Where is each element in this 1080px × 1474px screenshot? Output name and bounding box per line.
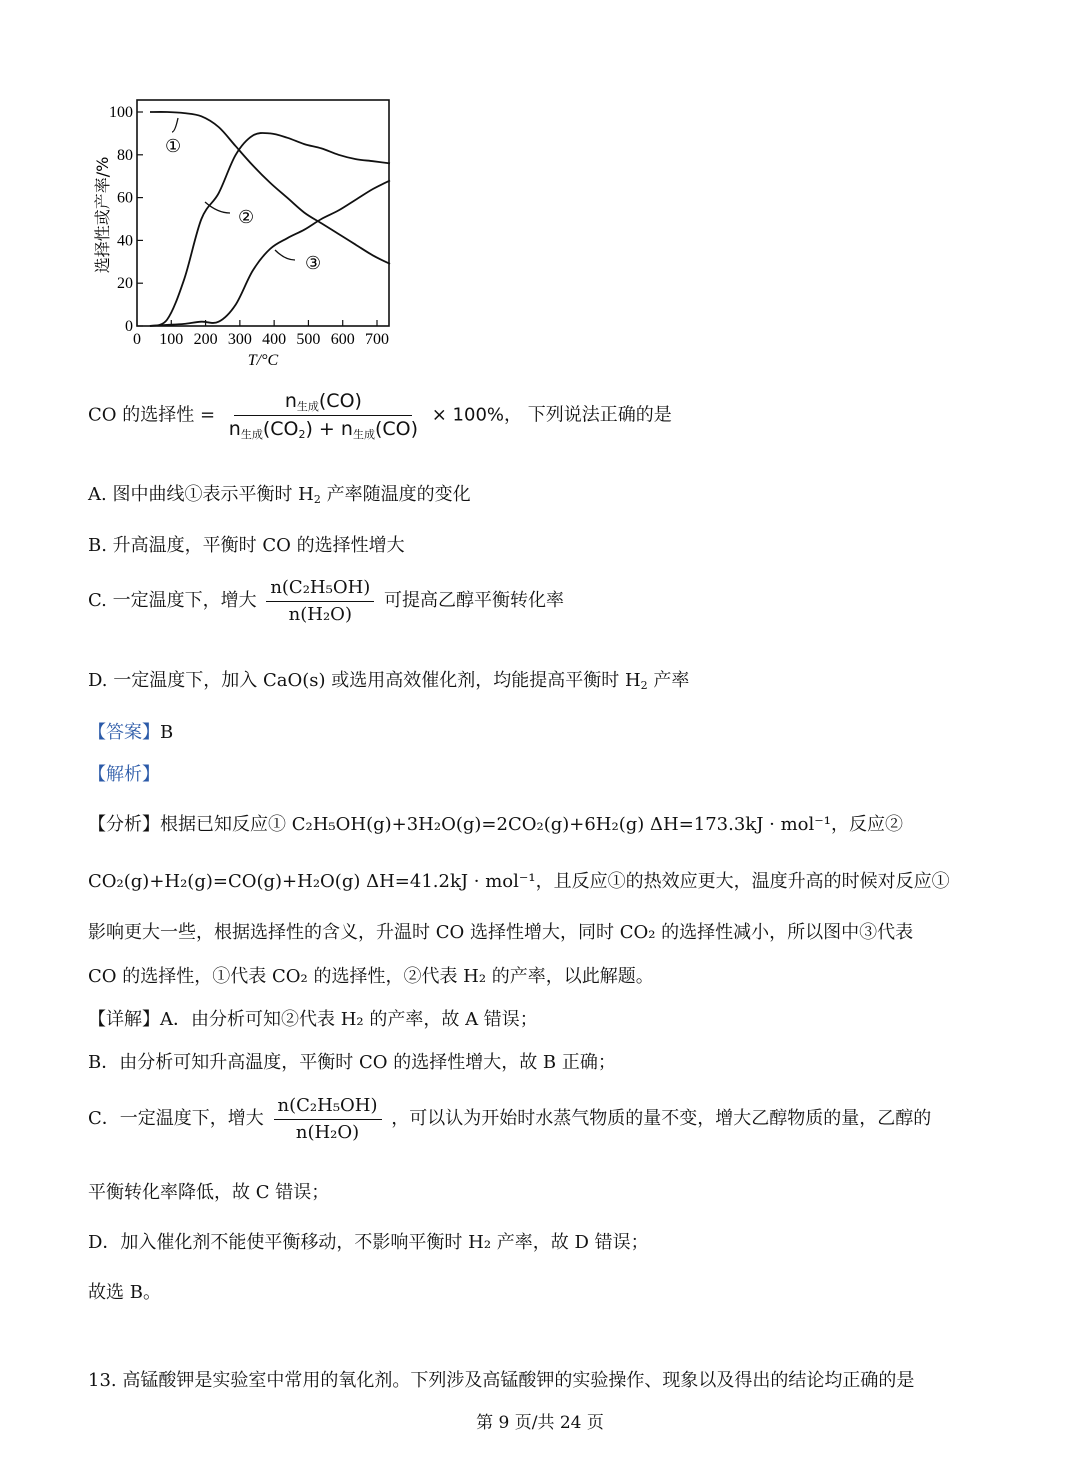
x-tick-label: 300 bbox=[227, 331, 252, 348]
y-tick-label: 40 bbox=[117, 232, 133, 250]
answer-label: 【答案】 bbox=[88, 722, 160, 743]
xiangjie-a: 【详解】A．由分析可知②代表 H₂ 的产率，故 A 错误； bbox=[88, 1009, 538, 1030]
xiangjie-d: D．加入催化剂不能使平衡移动，不影响平衡时 H₂ 产率，故 D 错误； bbox=[88, 1232, 649, 1253]
xiangjie-c-den: n(H₂O) bbox=[295, 1121, 360, 1143]
option-d-text: D. 一定温度下，加入 CaO(s) 或选用高效催化剂，均能提高平衡时 H bbox=[88, 670, 641, 691]
selectivity-tail: 下列说法正确的是 bbox=[527, 404, 672, 426]
den-species2: (CO) bbox=[374, 418, 418, 441]
den-species1b: ) + bbox=[305, 418, 335, 441]
xiangjie-c-num: n(C₂H₅OH) bbox=[274, 1095, 382, 1120]
x-tick-label: 200 bbox=[193, 331, 218, 348]
fenxi-line4: CO 的选择性，①代表 CO₂ 的选择性，②代表 H₂ 的产率，以此解题。 bbox=[88, 966, 654, 987]
series-label: ② bbox=[238, 207, 255, 228]
selectivity-yield-chart bbox=[80, 90, 410, 375]
xiangjie-b: B．由分析可知升高温度，平衡时 CO 的选择性增大，故 B 正确； bbox=[88, 1052, 616, 1073]
option-d-post: 产率 bbox=[647, 670, 690, 691]
xiangjie-c-line2: 平衡转化率降低，故 C 错误； bbox=[88, 1182, 330, 1203]
fenxi-line3: 影响更大一些，根据选择性的含义，升温时 CO 选择性增大，同时 CO₂ 的选择性减小，所以图中③代表 bbox=[88, 922, 914, 943]
fenxi-label: 【分析】 bbox=[88, 814, 160, 835]
xiangjie-end: 故选 B。 bbox=[88, 1282, 161, 1303]
page-footer: 第 9 页/共 24 页 bbox=[476, 1413, 604, 1433]
option-a-post: 产率随温度的变化 bbox=[320, 484, 471, 505]
answer-line bbox=[88, 718, 173, 744]
series-label: ① bbox=[165, 136, 182, 157]
x-tick-label: 0 bbox=[133, 331, 141, 348]
xiangjie-c-text: C．一定温度下，增大 bbox=[88, 1108, 264, 1130]
xiangjie-c-post: ，可以认为开始时水蒸气物质的量不变，增大乙醇物质的量，乙醇的 bbox=[391, 1108, 932, 1130]
option-c-text: C. 一定温度下，增大 bbox=[88, 590, 257, 612]
option-a-text: A. 图中曲线①表示平衡时 H bbox=[88, 484, 314, 505]
series-label: ③ bbox=[305, 253, 322, 274]
xiangjie-c-fraction bbox=[274, 1095, 382, 1143]
y-tick-label: 60 bbox=[117, 189, 133, 207]
x-tick-label: 700 bbox=[365, 331, 389, 348]
curve-3 bbox=[150, 181, 390, 327]
fenxi-line2: CO₂(g)+H₂(g)=CO(g)+H₂O(g) ΔH=41.2kJ · mol⁻¹，且反应①的热效应更大，温度升高的时候对反应① bbox=[88, 871, 950, 892]
option-b: B. 升高温度，平衡时 CO 的选择性增大 bbox=[88, 535, 405, 556]
num-n: n bbox=[284, 390, 297, 412]
den-n1: n bbox=[228, 418, 241, 441]
option-d bbox=[88, 666, 689, 692]
num-sub: 生成 bbox=[296, 400, 319, 413]
x-tick-label: 600 bbox=[330, 331, 355, 348]
y-tick-label: 20 bbox=[117, 275, 133, 293]
den-species1sub: 2 bbox=[298, 428, 306, 442]
question-13: 13. 高锰酸钾是实验室中常用的氧化剂。下列涉及高锰酸钾的实验操作、现象以及得出的结论均正确的是 bbox=[88, 1370, 915, 1391]
den-sub1: 生成 bbox=[240, 428, 263, 442]
x-tick-label: 100 bbox=[159, 331, 184, 348]
selectivity-fraction bbox=[225, 390, 422, 441]
option-c-post: 可提高乙醇平衡转化率 bbox=[384, 590, 565, 612]
option-c-num: n(C₂H₅OH) bbox=[266, 577, 374, 602]
option-c-fraction bbox=[266, 577, 374, 625]
den-species1a: (CO bbox=[262, 418, 299, 441]
fenxi-line1-text: 根据已知反应① C₂H₅OH(g)+3H₂O(g)=2CO₂(g)+6H₂(g) ΔH=173.3kJ · mol⁻¹，反应② bbox=[160, 814, 903, 835]
den-sub2: 生成 bbox=[352, 428, 375, 442]
x-tick-label: 400 bbox=[262, 331, 287, 348]
xiangjie-c bbox=[88, 1095, 931, 1143]
selectivity-suffix: × 100%， bbox=[431, 404, 522, 426]
selectivity-definition bbox=[88, 390, 672, 441]
y-axis-label: 选择性或产率/% bbox=[93, 156, 112, 274]
answer-value: B bbox=[160, 722, 174, 743]
y-tick-label: 0 bbox=[125, 318, 133, 335]
option-a bbox=[88, 480, 471, 506]
x-tick-label: 500 bbox=[296, 331, 321, 348]
x-axis-label: T/°C bbox=[247, 352, 279, 369]
curve-2 bbox=[150, 133, 390, 326]
analysis-label: 【解析】 bbox=[88, 764, 160, 785]
fenxi-line1 bbox=[88, 810, 903, 836]
series-leader-line bbox=[275, 250, 295, 260]
option-c bbox=[88, 577, 564, 625]
option-a-sub: 2 bbox=[313, 493, 321, 506]
selectivity-prefix: CO 的选择性 = bbox=[88, 404, 216, 426]
option-c-den: n(H₂O) bbox=[288, 603, 352, 625]
y-tick-label: 80 bbox=[117, 146, 133, 164]
option-d-sub: 2 bbox=[640, 679, 648, 692]
series-leader-line bbox=[172, 118, 178, 132]
curve-1 bbox=[150, 112, 390, 264]
num-species: (CO) bbox=[318, 390, 362, 412]
den-n2: n bbox=[340, 418, 353, 441]
y-tick-label: 100 bbox=[109, 104, 133, 121]
